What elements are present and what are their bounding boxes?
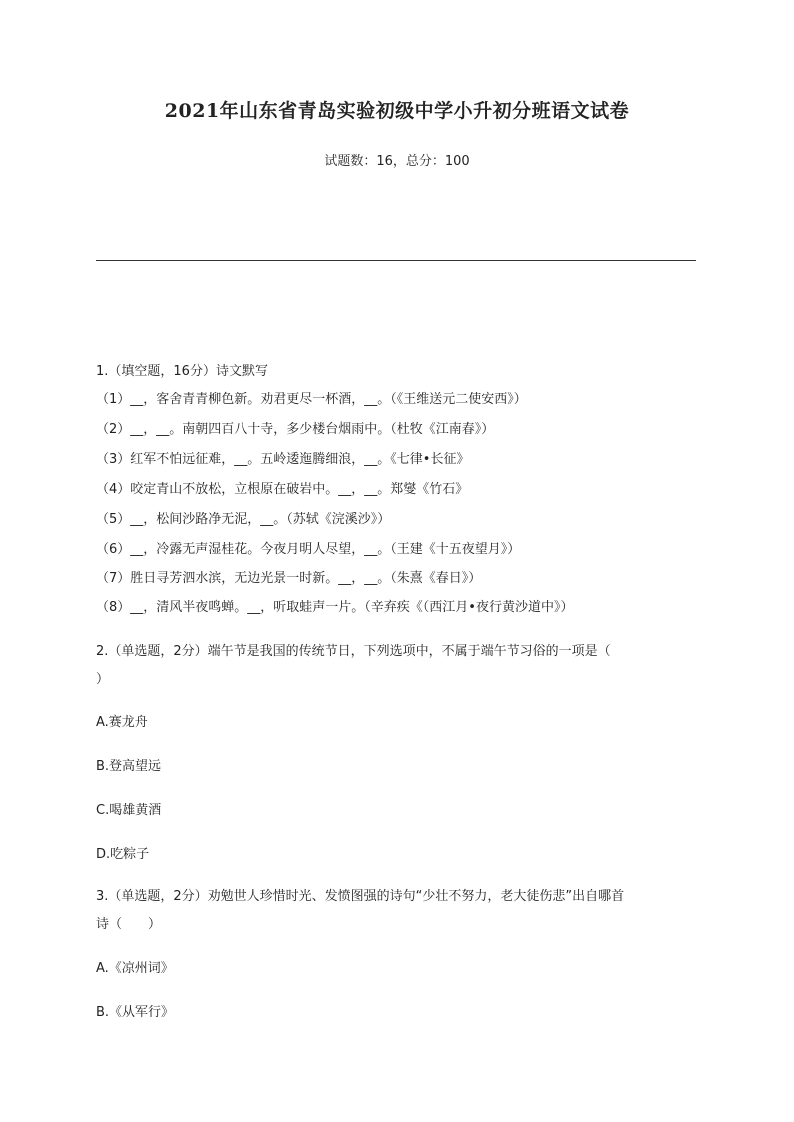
question-heading: 2.（单选题，2分）端午节是我国的传统节日，下列选项中，不属于端午节习俗的一项是（ (96, 644, 611, 659)
exam-summary: 试题数：16，总分：100 (324, 154, 470, 169)
poem-line: （3）红军不怕远征难，__。五岭逶迤腾细浪，__。《七律•长征》 (96, 452, 470, 467)
question-heading-continued: ） (96, 672, 110, 687)
poem-line: （8）__，清风半夜鸣蝉。__，听取蛙声一片。（辛弃疾《（西江月•夜行黄沙道中》） (96, 600, 574, 615)
question-heading: 3.（单选题，2分）劝勉世人珍惜时光、发愤图强的诗句“少壮不努力，老大徒伤悲”出自哪首 (96, 889, 625, 904)
question-heading-continued: 诗（ ） (96, 917, 162, 932)
option-a: A.赛龙舟 (96, 715, 148, 730)
option-a: A.《凉州词》 (96, 961, 174, 976)
poem-line: （5）__，松间沙路净无泥，__。（苏轼《浣溪沙》） (96, 512, 391, 527)
poem-line: （1）__，客舍青青柳色新。劝君更尽一杯酒，__。（《王维送元二使安西》） (96, 392, 527, 407)
poem-line: （4）咬定青山不放松，立根原在破岩中。__，__。郑燮《竹石》 (96, 482, 469, 497)
header-divider (96, 260, 696, 261)
option-c: C.喝雄黄酒 (96, 803, 162, 818)
poem-line: （7）胜日寻芳泗水滨，无边光景一时新。__，__。（朱熹《春日》） (96, 571, 482, 586)
poem-line: （2）__，__。南朝四百八十寺，多少楼台烟雨中。（杜牧《江南春》） (96, 422, 495, 437)
poem-line: （6）__，冷露无声湿桂花。今夜月明人尽望，__。（王建《十五夜望月》） (96, 542, 521, 557)
option-d: D.吃粽子 (96, 847, 150, 862)
question-heading: 1.（填空题，16分）诗文默写 (96, 364, 268, 379)
page-title: 2021年山东省青岛实验初级中学小升初分班语文试卷 (164, 100, 630, 122)
option-b: B.《从军行》 (96, 1005, 175, 1020)
option-b: B.登高望远 (96, 759, 162, 774)
